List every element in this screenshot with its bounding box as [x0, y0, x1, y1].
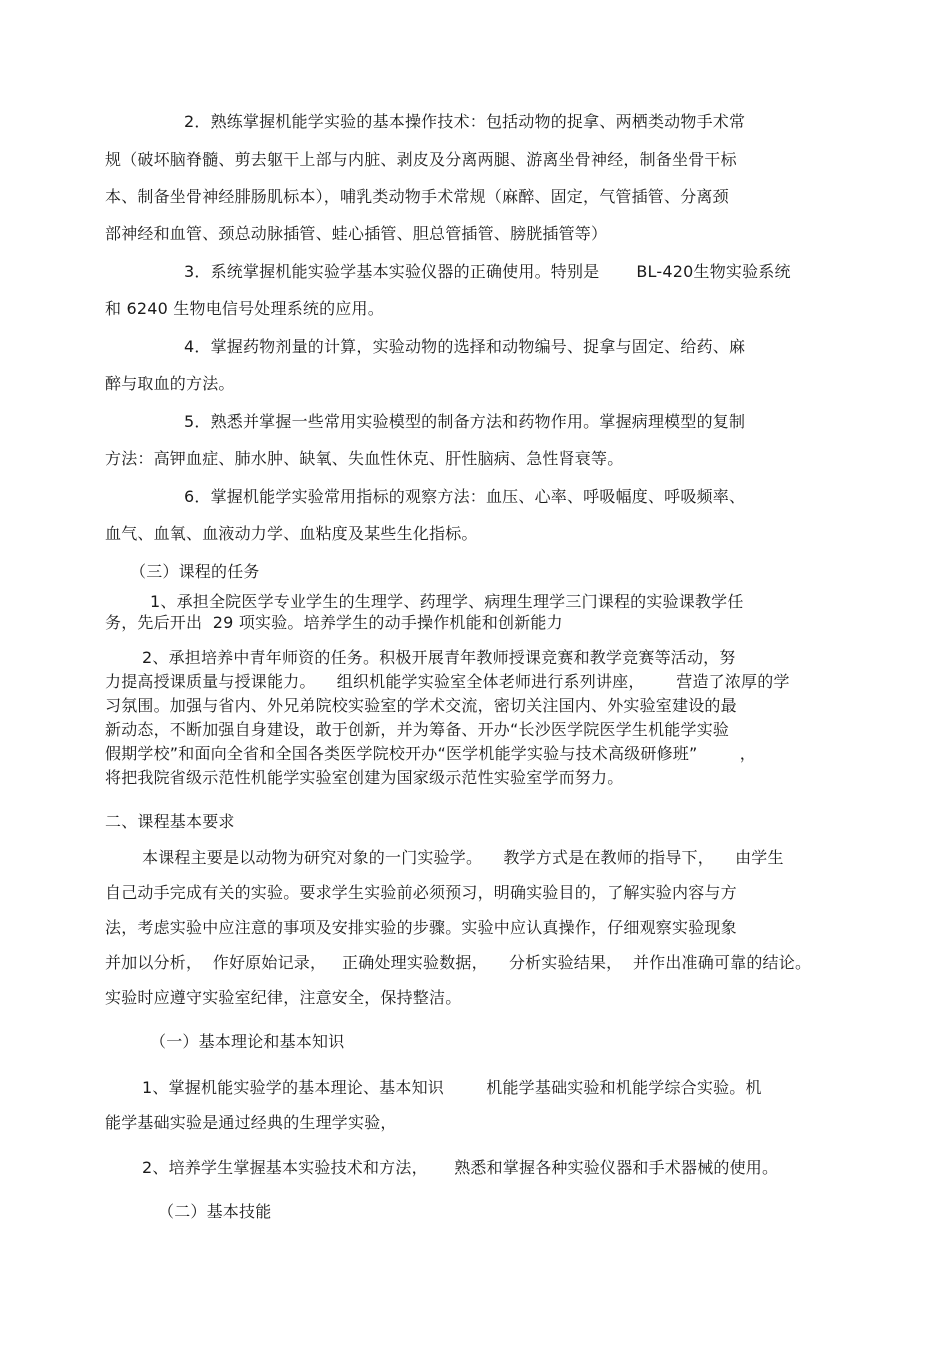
task-1-line-2: 务，先后开出 29 项实验。培养学生的动手操作机能和创新能力: [105, 613, 563, 632]
item-4-line-2: 醉与取血的方法。: [105, 374, 235, 393]
task-2-line-2: 力提高授课质量与授课能力。 组织机能学实验室全体老师进行系列讲座， 营造了浓厚的学: [105, 672, 790, 691]
item-4-line-1: 4．掌握药物剂量的计算，实验动物的选择和动物编号、捉拿与固定、给药、麻: [184, 337, 746, 356]
item-2-line-4: 部神经和血管、颈总动脉插管、蛙心插管、胆总管插管、膀胱插管等）: [105, 224, 608, 243]
item-6-line-1: 6．掌握机能学实验常用指标的观察方法：血压、心率、呼吸幅度、呼吸频率、: [184, 487, 746, 506]
requirements-line-4: 并加以分析， 作好原始记录， 正确处理实验数据， 分析实验结果， 并作出准确可靠的结论。: [105, 953, 812, 972]
task-2-line-5: 假期学校”和面向全省和全国各类医学院校开办“医学机能学实验与技术高级研修班” ，: [105, 744, 756, 763]
requirements-line-1: 本课程主要是以动物为研究对象的一门实验学。 教学方式是在教师的指导下， 由学生: [142, 848, 784, 867]
theory-1-line-2: 能学基础实验是通过经典的生理学实验，: [105, 1113, 397, 1132]
subsection-heading-skills: （二）基本技能: [158, 1202, 272, 1221]
item-3-line-1: 3．系统掌握机能实验学基本实验仪器的正确使用。特别是 BL-420生物实验系统: [184, 262, 791, 281]
item-3-line-2: 和 6240 生物电信号处理系统的应用。: [105, 299, 384, 318]
theory-2-line-1: 2、培养学生掌握基本实验技术和方法， 熟悉和掌握各种实验仪器和手术器械的使用。: [142, 1158, 779, 1177]
requirements-line-5: 实验时应遵守实验室纪律，注意安全，保持整洁。: [105, 988, 462, 1007]
item-2-line-3: 本、制备坐骨神经腓肠肌标本），哺乳类动物手术常规（麻醉、固定，气管插管、分离颈: [105, 187, 729, 206]
section-heading-basic-requirements: 二、课程基本要求: [105, 812, 235, 831]
task-1-line-1: 1、承担全院医学专业学生的生理学、药理学、病理生理学三门课程的实验课教学任: [150, 592, 744, 611]
item-5-line-2: 方法：高钾血症、肺水肿、缺氧、失血性休克、肝性脑病、急性肾衰等。: [105, 449, 624, 468]
task-2-line-4: 新动态，不断加强自身建设，敢于创新，并为筹备、开办“长沙医学院医学生机能学实验: [105, 720, 730, 739]
subsection-heading-theory: （一）基本理论和基本知识: [150, 1032, 345, 1051]
item-2-line-2: 规（破坏脑脊髓、剪去躯干上部与内脏、剥皮及分离两腿、游离坐骨神经，制备坐骨干标: [105, 150, 737, 169]
requirements-line-2: 自己动手完成有关的实验。要求学生实验前必须预习，明确实验目的，了解实验内容与方: [105, 883, 737, 902]
section-heading-course-tasks: （三）课程的任务: [130, 562, 260, 581]
theory-1-line-1: 1、掌握机能实验学的基本理论、基本知识 机能学基础实验和机能学综合实验。机: [142, 1078, 762, 1097]
item-6-line-2: 血气、血氧、血液动力学、血粘度及某些生化指标。: [105, 524, 478, 543]
task-2-line-1: 2、承担培养中青年师资的任务。积极开展青年教师授课竞赛和教学竞赛等活动，努: [142, 648, 736, 667]
item-5-line-1: 5．熟悉并掌握一些常用实验模型的制备方法和药物作用。掌握病理模型的复制: [184, 412, 746, 431]
requirements-line-3: 法，考虑实验中应注意的事项及安排实验的步骤。实验中应认真操作，仔细观察实验现象: [105, 918, 737, 937]
task-2-line-6: 将把我院省级示范性机能学实验室创建为国家级示范性实验室学而努力。: [105, 768, 624, 787]
task-2-line-3: 习氛围。加强与省内、外兄弟院校实验室的学术交流，密切关注国内、外实验室建设的最: [105, 696, 737, 715]
item-2-line-1: 2．熟练掌握机能学实验的基本操作技术：包括动物的捉拿、两栖类动物手术常: [184, 112, 746, 131]
